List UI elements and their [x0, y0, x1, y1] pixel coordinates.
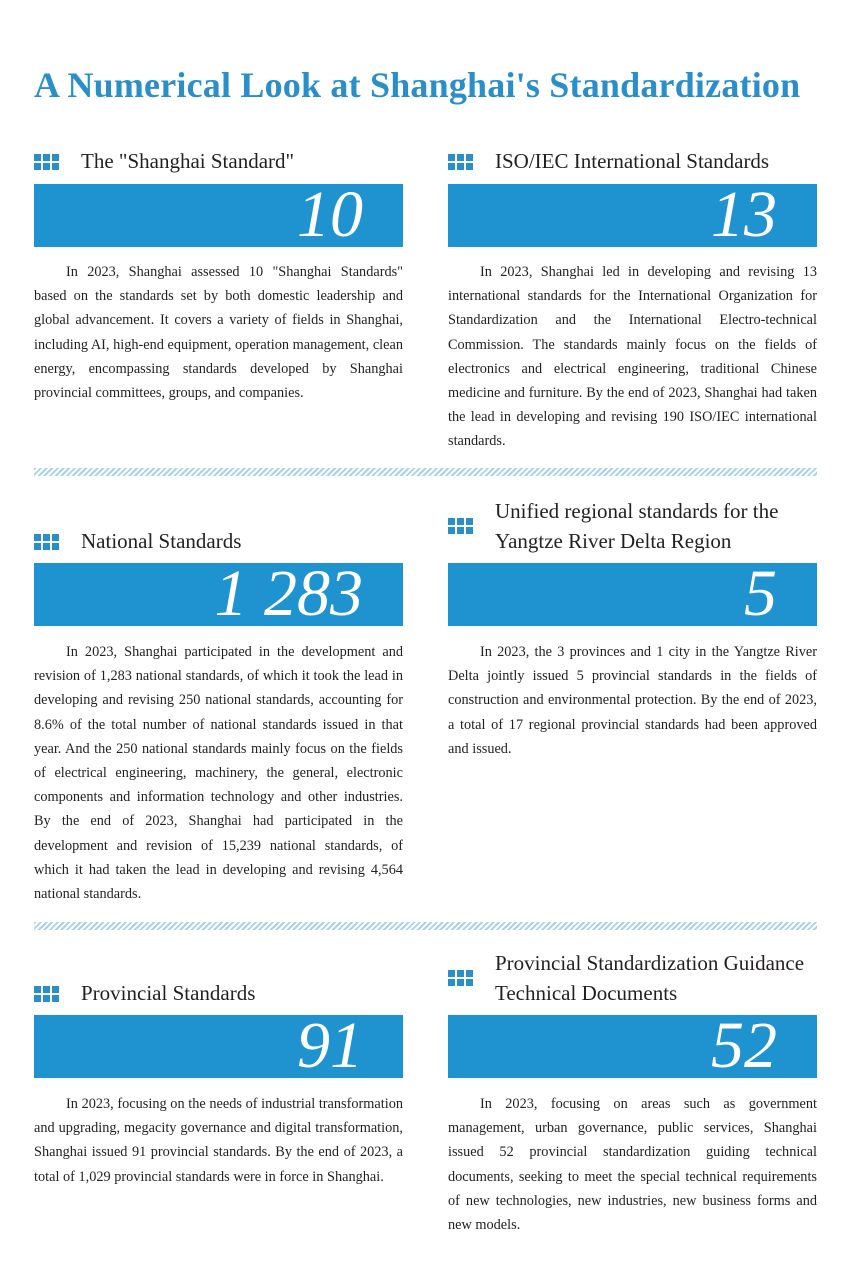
number-bar — [34, 1009, 403, 1082]
grid-icon — [448, 518, 473, 534]
section-heading — [34, 978, 403, 1008]
number-bar — [34, 557, 403, 630]
stat-number: 5 — [744, 557, 777, 630]
number-bar — [34, 178, 403, 251]
section-heading-text: The "Shanghai Standard" — [81, 149, 295, 173]
grid-icon — [34, 534, 59, 550]
stat-number: 52 — [711, 1009, 777, 1082]
section-divider — [34, 922, 817, 930]
number-bar — [448, 1009, 817, 1082]
grid-icon — [448, 154, 473, 170]
section-heading — [448, 948, 817, 1008]
section-body: In 2023, Shanghai assessed 10 "Shanghai Standards" based on the standards set by both domestic leadership and global advancement. It covers a variety of fields in Shanghai, including AI, high-end equipment, operation management, clean energy, encompassing standards developed by Shanghai provincial committees, groups, and companies. — [34, 264, 403, 402]
grid-icon — [34, 154, 59, 170]
section-body: In 2023, Shanghai led in developing and revising 13 international standards for the International Organization for Standardization and the International Electro-technical Commission. The standards mainly focus on the fields of electronics and electrical engineering, traditional Chinese medicine and furniture. By the end of 2023, Shanghai had taken the lead in developing and revising 190 ISO/IEC international standards. — [448, 264, 817, 450]
section-heading-text: Unified regional standards for the Yangtze River Delta Region — [495, 499, 779, 553]
section-heading-text: ISO/IEC International Standards — [495, 149, 770, 173]
grid-icon — [34, 986, 59, 1002]
stat-number: 1 283 — [214, 557, 363, 630]
page-title: A Numerical Look at Shanghai's Standardization — [34, 65, 801, 105]
section-heading-text: Provincial Standards — [81, 981, 256, 1005]
section-heading — [448, 496, 817, 556]
section-heading-text: Provincial Standardization Guidance Technical Documents — [495, 951, 805, 1005]
section-body: In 2023, focusing on the needs of industrial transformation and upgrading, megacity governance and digital transformation, Shanghai issued 91 provincial standards. By the end of 2023, a total of 1,029 provincial standards were in force in Shanghai. — [34, 1096, 403, 1185]
section-divider — [34, 468, 817, 476]
section-heading — [448, 146, 817, 176]
number-bar — [448, 178, 817, 251]
section-heading — [34, 146, 403, 176]
section-body: In 2023, Shanghai participated in the development and revision of 1,283 national standards, of which it took the lead in developing and revising 250 national standards, accounting for 8.6% of the total number of national standards issued in that year. And the 250 national standards mainly focus on the fields of electrical engineering, machinery, the general, electronic components and information technology and other industries. By the end of 2023, Shanghai had participated in the development and revision of 15,239 national standards, of which it had taken the lead in developing and revising 4,564 national standards. — [34, 644, 403, 903]
section-body: In 2023, focusing on areas such as government management, urban governance, public services, Shanghai issued 52 provincial standardization guiding technical documents, seeking to meet the special technical requirements of new technologies, new industries, new business forms and new models. — [448, 1096, 817, 1234]
grid-icon — [448, 970, 473, 986]
section-heading-text: National Standards — [81, 529, 242, 553]
stat-number: 10 — [297, 178, 363, 251]
stat-number: 91 — [297, 1009, 363, 1082]
number-bar — [448, 557, 817, 630]
section-body: In 2023, the 3 provinces and 1 city in the Yangtze River Delta jointly issued 5 provincial standards in the fields of construction and environmental protection. By the end of 2023, a total of 17 regional provincial standards had been approved and issued. — [448, 644, 817, 757]
section-heading — [34, 526, 403, 556]
stat-number: 13 — [711, 178, 777, 251]
